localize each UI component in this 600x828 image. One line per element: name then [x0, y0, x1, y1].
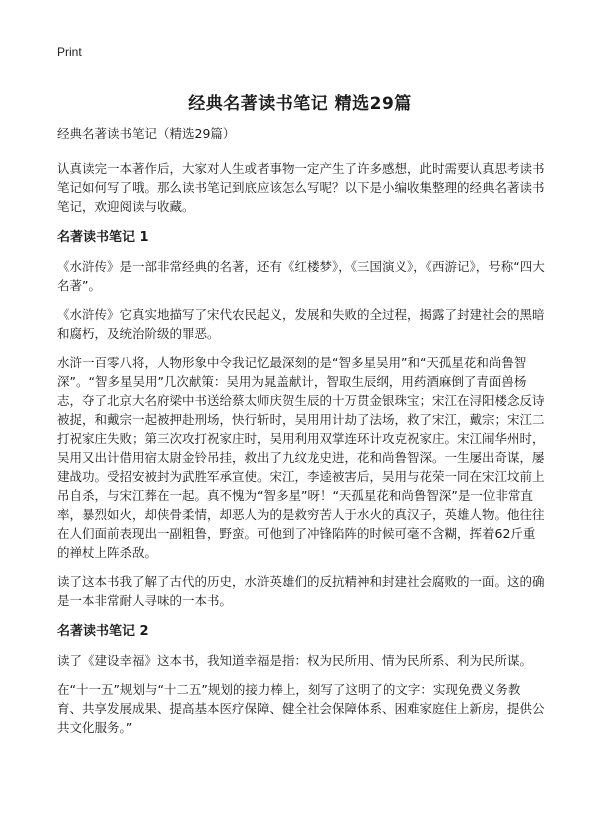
section-2-paragraph: 读了《建设幸福》这本书，我知道幸福是指：权为民所用、情为民所系、利为民所谋。 [57, 653, 533, 668]
article-body [57, 124, 545, 747]
section-1-paragraph: 水浒一百零八将，人物形象中令我记忆最深刻的是“智多星吴用”和“天孤星花和尚鲁智深”。“智多星吴用”几次献策：吴用为晁盖献计，智取生辰纲，用药酒麻倒了青面兽杨志，夺了北京大名府梁中书送给蔡太师庆贺生辰的十万贯金银珠宝；宋江在浔阳楼念反诗被捉，和戴宗一起被押赴刑场，快行斩时，吴用用计劫了法场，救了宋江，戴宗；宋江二打祝家庄失败；第三次攻打祝家庄时，吴用利用双掌连环计攻克祝家庄。宋江闹华州时，吴用又出计借用宿太尉金铃吊挂，救出了九纹龙史进，花和尚鲁智深。一生屡出奇谋，屡建战功。受招安被封为武胜军承宣使。宋江，李逵被害后，吴用与花荣一同在宋江坟前上吊自杀，与宋江葬在一起。真不愧为“智多星”呀！“天孤星花和尚鲁智深”是一位非常直率，暴烈如火，却侠骨柔情，却恶人为的是救穷苦人于水火的真汉子，英雄人物。他往往在人们面前表现出一副粗鲁，野蛮。可他到了冲锋陷阵的时候可毫不含糊，挥着62斤重的禅杖上阵杀敌。 [57, 355, 545, 560]
article-subtitle: 经典名著读书笔记（精选29篇） [57, 126, 236, 141]
page-title: 经典名著读书笔记 精选29篇 [188, 94, 412, 115]
print-link[interactable]: Print [57, 45, 82, 59]
section-1-heading: 名著读书笔记 1 [57, 230, 149, 245]
intro-paragraph: 认真读完一本著作后，大家对人生或者事物一定产生了许多感想，此时需要认真思考读书笔记如何写了哦。那么读书笔记到底应该怎么写呢？以下是小编收集整理的经典名著读书笔记，欢迎阅读与收藏。 [57, 161, 545, 214]
section-1-paragraph: 读了这本书我了解了古代的历史，水浒英雄们的反抗精神和封建社会腐败的一面。这的确是一本非常耐人寻味的一本书。 [57, 574, 545, 608]
section-1-paragraph: 《水浒传》是一部非常经典的名著，还有《红楼梦》，《三国演义》，《西游记》，号称“四大名著”。 [57, 259, 545, 293]
section-1-paragraph: 《水浒传》它真实地描写了宋代农民起义，发展和失败的全过程，揭露了封建社会的黑暗和腐朽，及统治阶级的罪恶。 [57, 307, 545, 341]
section-2-paragraph: 在“十一五”规划与“十二五”规划的接力棒上，刻写了这明了的文字：实现免费义务教育、共享发展成果、提高基本医疗保障、健全社会保障体系、困难家庭住上新房，提供公共文化服务。” [57, 682, 545, 735]
section-2-heading: 名著读书笔记 2 [57, 624, 149, 639]
